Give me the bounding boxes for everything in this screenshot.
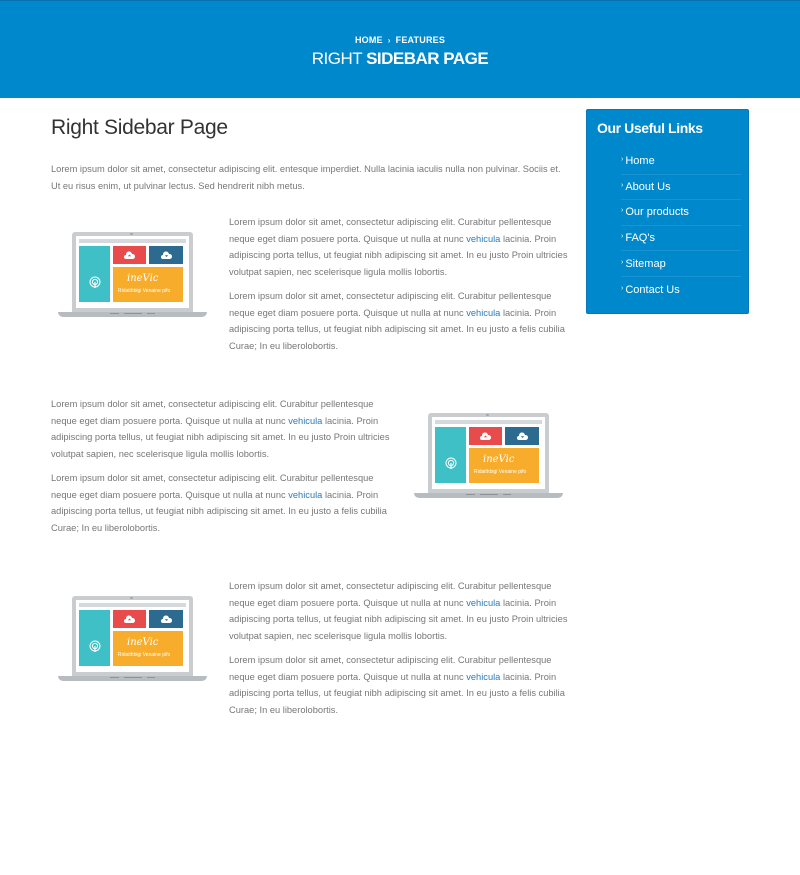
tile-teal bbox=[79, 610, 110, 666]
tile-navy bbox=[149, 610, 183, 628]
banner-title bbox=[0, 49, 800, 69]
feature-text-1 bbox=[229, 214, 574, 355]
laptop-screen bbox=[72, 232, 193, 312]
laptop-screen bbox=[428, 413, 549, 493]
breadcrumb-home-link[interactable]: HOME bbox=[354, 35, 383, 45]
feature-block-2 bbox=[51, 396, 571, 556]
laptop-base bbox=[58, 312, 207, 317]
tile-orange bbox=[113, 267, 183, 302]
wifi-icon bbox=[89, 640, 101, 652]
chevron-right-icon: › bbox=[621, 156, 624, 164]
tile-red bbox=[469, 427, 502, 445]
vehicula-link[interactable]: vehicula bbox=[288, 415, 323, 426]
feature-text-3 bbox=[229, 578, 574, 719]
laptop-illustration bbox=[414, 413, 563, 501]
sidebar-link-label[interactable]: About Us bbox=[625, 180, 671, 193]
sidebar-useful-links bbox=[586, 109, 749, 314]
tile-red bbox=[113, 610, 146, 628]
sidebar-title: Our Useful Links bbox=[597, 120, 703, 136]
tile-teal bbox=[435, 427, 466, 483]
chevron-right-icon: › bbox=[621, 258, 624, 266]
tile-orange bbox=[469, 448, 539, 483]
breadcrumb-separator-icon: › bbox=[387, 36, 391, 45]
vehicula-link[interactable]: vehicula bbox=[466, 597, 501, 608]
laptop-display bbox=[76, 236, 189, 308]
sidebar-link-label[interactable]: Contact Us bbox=[625, 283, 680, 296]
vehicula-link[interactable]: vehicula bbox=[466, 233, 501, 244]
wifi-icon bbox=[445, 457, 457, 469]
laptop-screen bbox=[72, 596, 193, 676]
cloud-upload-icon bbox=[480, 432, 491, 440]
vehicula-link[interactable]: vehicula bbox=[466, 671, 501, 682]
cloud-download-icon bbox=[161, 615, 172, 623]
sidebar-item-about-us[interactable] bbox=[621, 175, 741, 201]
cloud-download-icon bbox=[161, 251, 172, 259]
banner-title-bold: SIDEBAR PAGE bbox=[366, 49, 489, 68]
feature-block-1 bbox=[51, 214, 571, 374]
breadcrumb bbox=[0, 35, 800, 45]
feature-text-2 bbox=[51, 396, 391, 537]
chevron-right-icon: › bbox=[621, 181, 624, 189]
laptop-camera bbox=[130, 233, 133, 235]
feature-paragraph: Lorem ipsum dolor sit amet, consectetur adipiscing elit. Curabitur pellentesque neque eget diam posuere porta. Quisque ut nulla at nunc vehicula lacinia. Proin adipiscing porta tellus, ut feugiat nibh adipiscing sit amet. In eu justo a felis cubilia Curae; In eu liberolobortis. bbox=[51, 472, 387, 533]
display-topbar bbox=[79, 603, 186, 607]
sidebar-item-our-products[interactable] bbox=[621, 200, 741, 226]
breadcrumb-current: FEATURES bbox=[395, 35, 446, 45]
feature-paragraph: Lorem ipsum dolor sit amet, consectetur adipiscing elit. Curabitur pellentesque neque eget diam posuere porta. Quisque ut nulla at nunc vehicula lacinia. Proin adipiscing porta tellus, ut feugiat nibh adipiscing sit amet. In eu justo a felis cubilia Curae; In eu liberolobortis. bbox=[229, 654, 565, 715]
tile-navy bbox=[149, 246, 183, 264]
sidebar-item-contact-us[interactable] bbox=[621, 277, 741, 303]
chevron-right-icon: › bbox=[621, 284, 624, 292]
sidebar-item-faqs[interactable] bbox=[621, 226, 741, 252]
laptop-display bbox=[432, 417, 545, 489]
cloud-upload-icon bbox=[124, 251, 135, 259]
laptop-display bbox=[76, 600, 189, 672]
sidebar-link-label[interactable]: Sitemap bbox=[625, 257, 666, 270]
sidebar-link-list bbox=[621, 149, 741, 303]
sidebar-link-label[interactable]: FAQ's bbox=[625, 232, 655, 245]
laptop-brand-text: ineVic bbox=[127, 273, 159, 284]
feature-paragraph: Lorem ipsum dolor sit amet, consectetur adipiscing elit. Curabitur pellentesque neque eget diam posuere porta. Quisque ut nulla at nunc vehicula lacinia. Proin adipiscing porta tellus, ut feugiat nibh adipiscing sit amet. In eu justo Proin ultricies volutpat sapien, nec scelerisque ligula mollis lobortis. bbox=[51, 399, 390, 460]
banner-title-light: RIGHT bbox=[311, 49, 362, 68]
feature-paragraph: Lorem ipsum dolor sit amet, consectetur adipiscing elit. Curabitur pellentesque neque eget diam posuere porta. Quisque ut nulla at nunc vehicula lacinia. Proin adipiscing porta tellus, ut feugiat nibh adipiscing sit amet. In eu justo Proin ultricies volutpat sapien, nec scelerisque ligula mollis lobortis. bbox=[229, 581, 568, 642]
sidebar-link-label[interactable]: Our products bbox=[625, 206, 689, 219]
sidebar-link-label[interactable]: Home bbox=[625, 155, 655, 168]
display-topbar bbox=[435, 420, 542, 424]
laptop-camera bbox=[486, 414, 489, 416]
laptop-tagline: Ridaithbigi Venaine pifo bbox=[118, 288, 171, 294]
sidebar-item-sitemap[interactable] bbox=[621, 251, 741, 277]
laptop-illustration bbox=[58, 232, 207, 320]
tile-navy bbox=[505, 427, 539, 445]
laptop-camera bbox=[130, 597, 133, 599]
laptop-tagline: Ridaithbigi Venaine pifo bbox=[118, 652, 171, 658]
laptop-brand-text: ineVic bbox=[483, 454, 515, 465]
page-banner bbox=[0, 0, 800, 98]
cloud-upload-icon bbox=[124, 615, 135, 623]
laptop-base bbox=[414, 493, 563, 498]
vehicula-link[interactable]: vehicula bbox=[288, 489, 323, 500]
feature-block-3 bbox=[51, 578, 571, 738]
vehicula-link[interactable]: vehicula bbox=[466, 307, 501, 318]
feature-paragraph: Lorem ipsum dolor sit amet, consectetur adipiscing elit. Curabitur pellentesque neque eget diam posuere porta. Quisque ut nulla at nunc vehicula lacinia. Proin adipiscing porta tellus, ut feugiat nibh adipiscing sit amet. In eu justo a felis cubilia Curae; In eu liberolobortis. bbox=[229, 290, 565, 351]
tile-teal bbox=[79, 246, 110, 302]
display-topbar bbox=[79, 239, 186, 243]
page-title: Right Sidebar Page bbox=[51, 116, 228, 139]
tile-orange bbox=[113, 631, 183, 666]
intro-paragraph: Lorem ipsum dolor sit amet, consectetur adipiscing elit. entesque imperdiet. Nulla lacinia iaculis nulla non pulvinar. Sociis et. Ut eu risus enim, ut pulvinar lectus. Sed hendrerit nibh metus. bbox=[51, 164, 561, 191]
chevron-right-icon: › bbox=[621, 233, 624, 241]
sidebar-item-home[interactable] bbox=[621, 149, 741, 175]
laptop-base bbox=[58, 676, 207, 681]
feature-paragraph: Lorem ipsum dolor sit amet, consectetur adipiscing elit. Curabitur pellentesque neque eget diam posuere porta. Quisque ut nulla at nunc vehicula lacinia. Proin adipiscing porta tellus, ut feugiat nibh adipiscing sit amet. In eu justo Proin ultricies volutpat sapien, nec scelerisque ligula mollis lobortis. bbox=[229, 217, 568, 278]
chevron-right-icon: › bbox=[621, 207, 624, 215]
cloud-download-icon bbox=[517, 432, 528, 440]
wifi-icon bbox=[89, 276, 101, 288]
tile-red bbox=[113, 246, 146, 264]
laptop-brand-text: ineVic bbox=[127, 637, 159, 648]
laptop-illustration bbox=[58, 596, 207, 684]
laptop-tagline: Ridaithbigi Venaine pifo bbox=[474, 469, 527, 475]
